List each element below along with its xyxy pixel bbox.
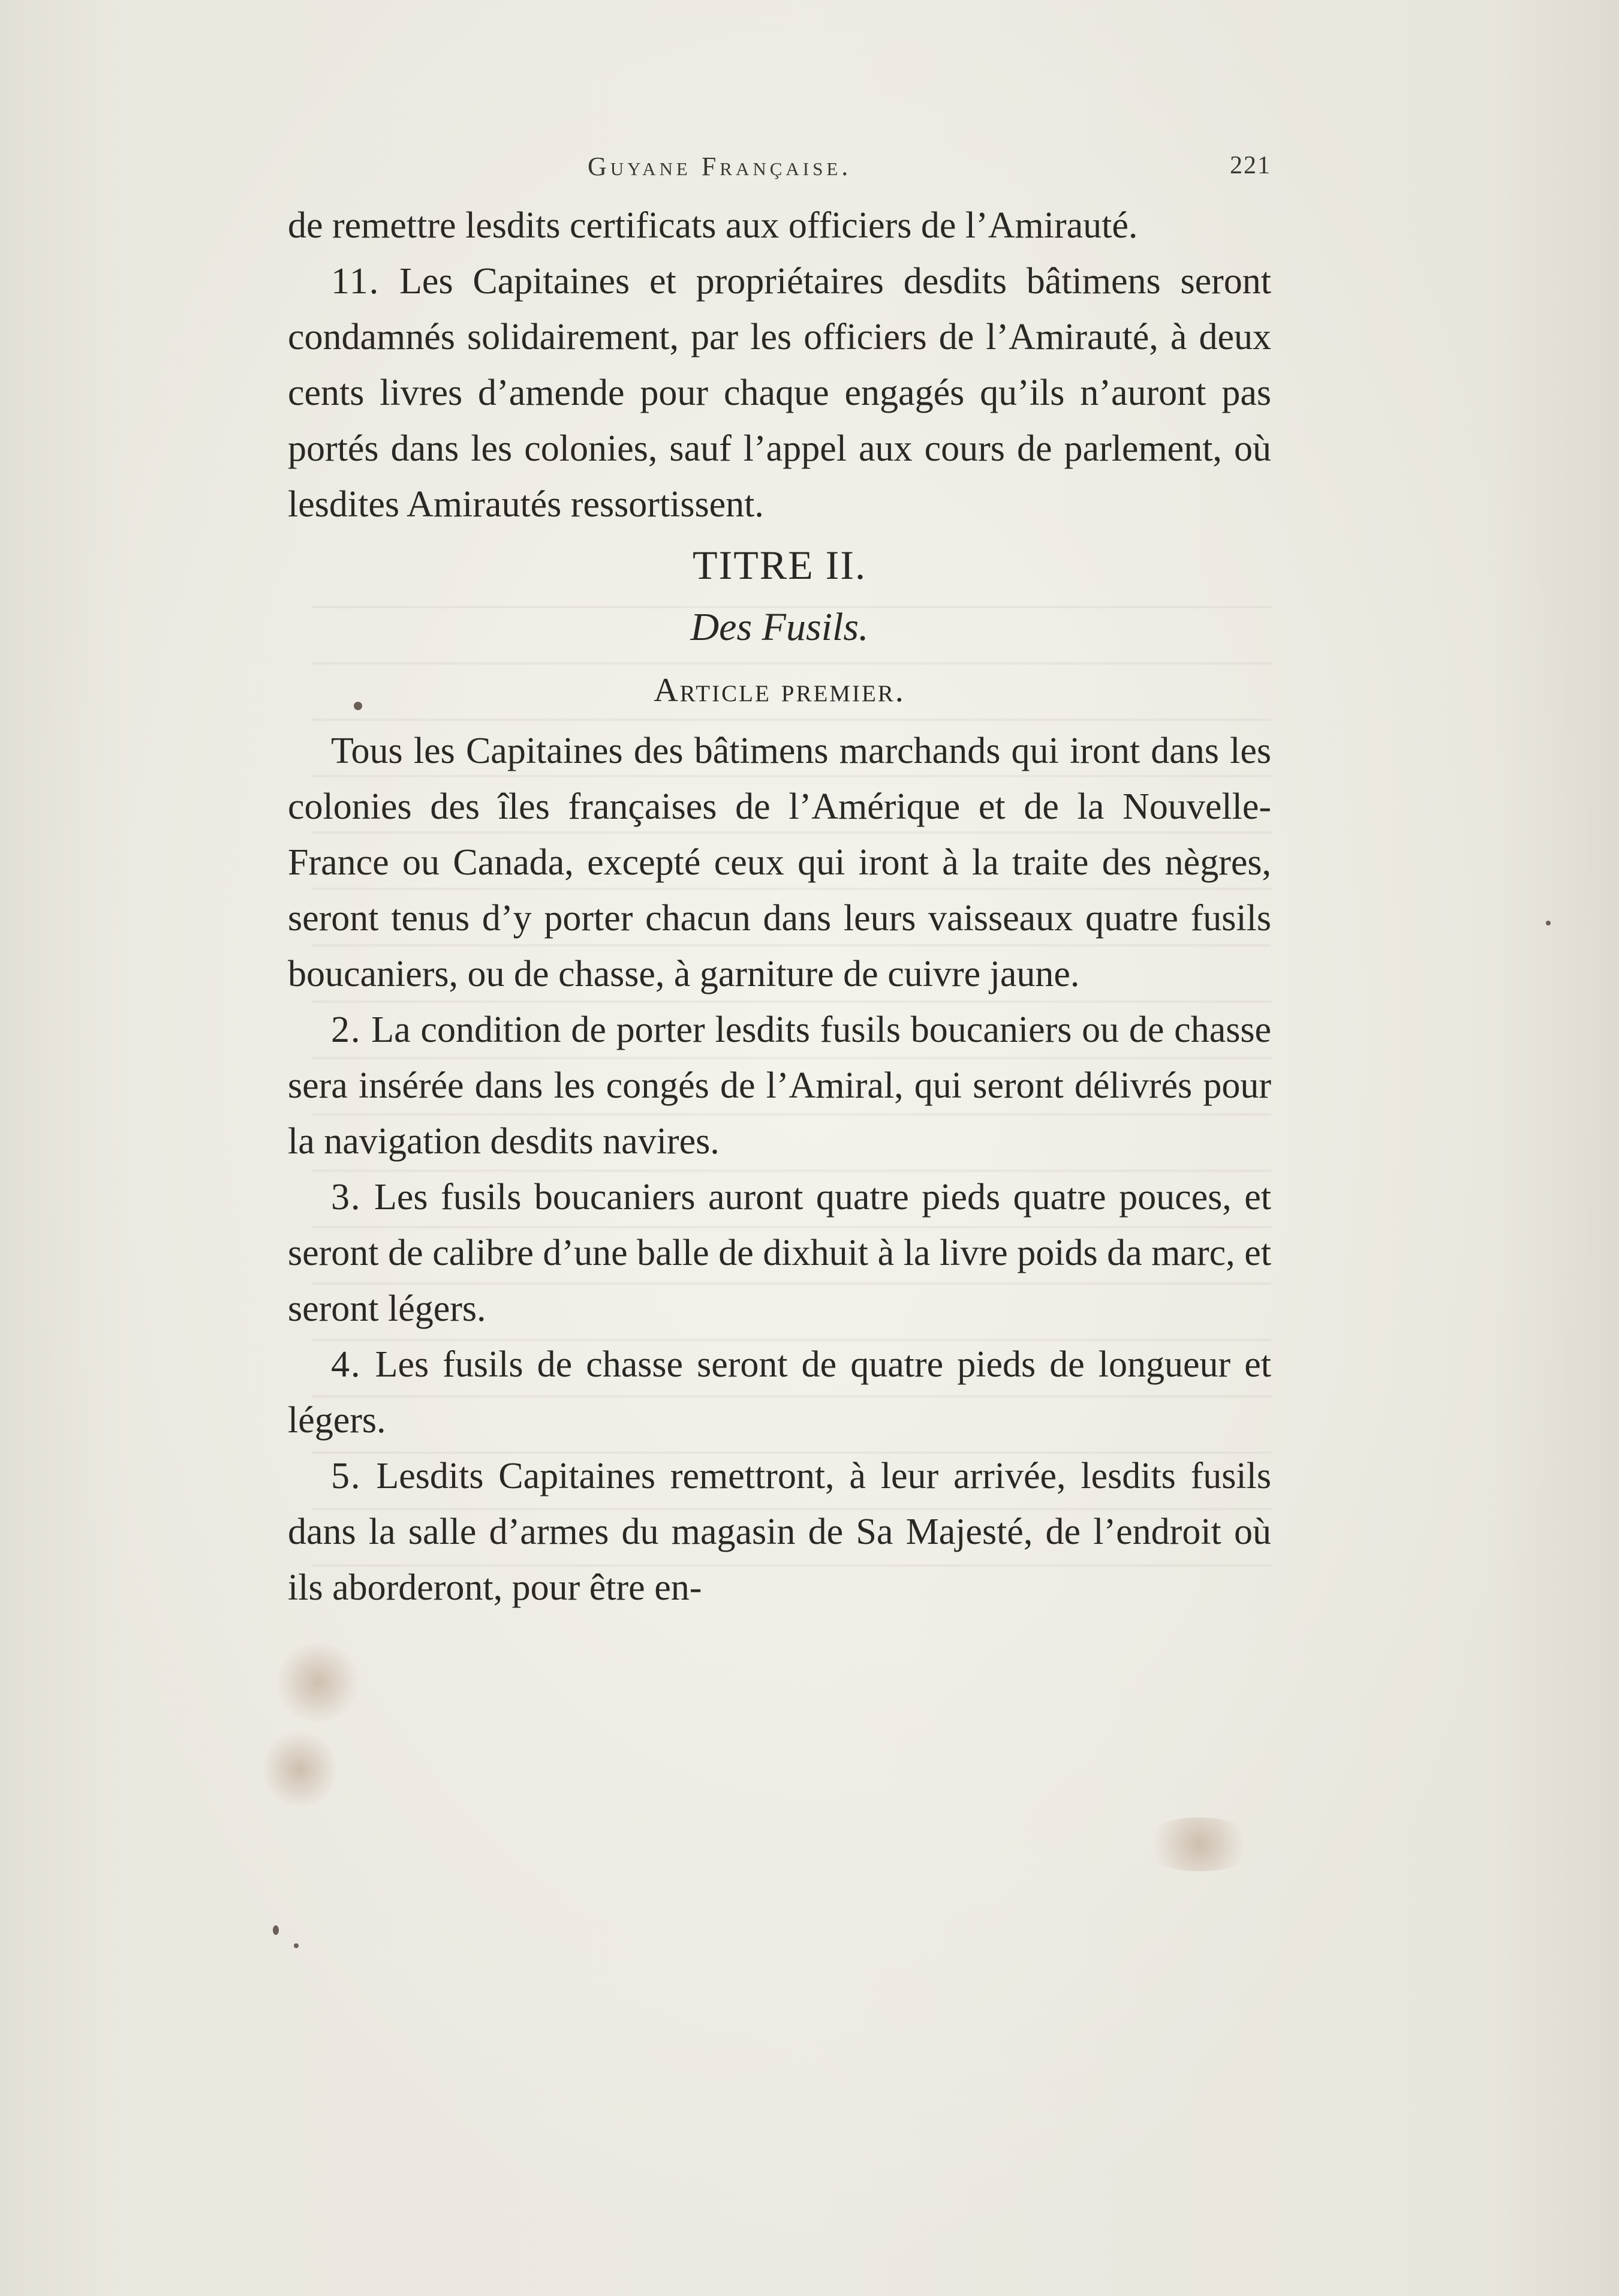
ink-speck — [273, 1925, 279, 1935]
article-number: 11. — [331, 261, 380, 302]
paragraph-article-1: Tous les Capitaines des bâtimens marchands qui iront dans les colonies des îles françaises de l’Amérique et de la Nouvelle-France ou Canada, excepté ceux qui iront à la traite des nègres, seront tenus d’y porter chacun dans leurs vaisseaux quatre fusils boucaniers, ou de chasse, à garniture de cuivre jaune. — [288, 731, 1271, 994]
article-number: 2. — [331, 1009, 362, 1050]
paragraph-article-4 — [288, 1337, 1271, 1448]
article-text: Les fusils de chasse seront de quatre pieds de longueur et légers. — [288, 1344, 1271, 1441]
paragraph-article-3 — [288, 1170, 1271, 1337]
article-number: 4. — [331, 1344, 362, 1385]
paragraph-continuation: de remettre lesdits certificats aux officiers de l’Amirauté. — [288, 205, 1138, 246]
body-text — [288, 198, 1271, 1616]
article-number: 3. — [331, 1177, 362, 1218]
paragraph-article-11 — [288, 254, 1271, 533]
paragraph-article-5 — [288, 1448, 1271, 1616]
page-header — [288, 151, 1271, 187]
paragraph-article-2 — [288, 1002, 1271, 1170]
ink-speck — [354, 702, 362, 710]
foxing-stain — [273, 1643, 363, 1721]
article-text: Lesdits Capitaines remettront, à leur arrivée, lesdits fusils dans la salle d’armes du magasin de Sa Majesté, de l’endroit où ils aborderont, pour être en- — [288, 1456, 1271, 1608]
running-title: Guyane Française. — [588, 152, 852, 181]
section-title: TITRE II. — [693, 542, 866, 588]
page-number: 221 — [1230, 152, 1271, 179]
article-text: Les fusils boucaniers auront quatre pieds quatre pouces, et seront de calibre d’une balle de dixhuit à la livre poids da marc, et seront légers. — [288, 1177, 1272, 1329]
ink-speck — [1546, 921, 1551, 925]
foxing-stain — [1139, 1817, 1259, 1871]
article-text: La condition de porter lesdits fusils boucaniers ou de chasse sera insérée dans les congés de l’Amiral, qui seront délivrés pour la navigation desdits navires. — [288, 1009, 1271, 1162]
article-number: 5. — [331, 1456, 362, 1496]
article-heading: Article premier. — [654, 672, 905, 709]
foxing-stain — [264, 1727, 336, 1811]
article-text: Les Capitaines et propriétaires desdits bâtimens seront condamnés solidairement, par les officiers de l’Amirauté, à deux cents livres d’amende pour chaque engagés qu’ils n’auront pas portés dans les colonies, sauf l’appel aux cours de parlement, où lesdites Amirautés ressortissent. — [288, 261, 1272, 525]
ink-speck — [294, 1943, 299, 1948]
section-subtitle: Des Fusils. — [690, 605, 869, 649]
